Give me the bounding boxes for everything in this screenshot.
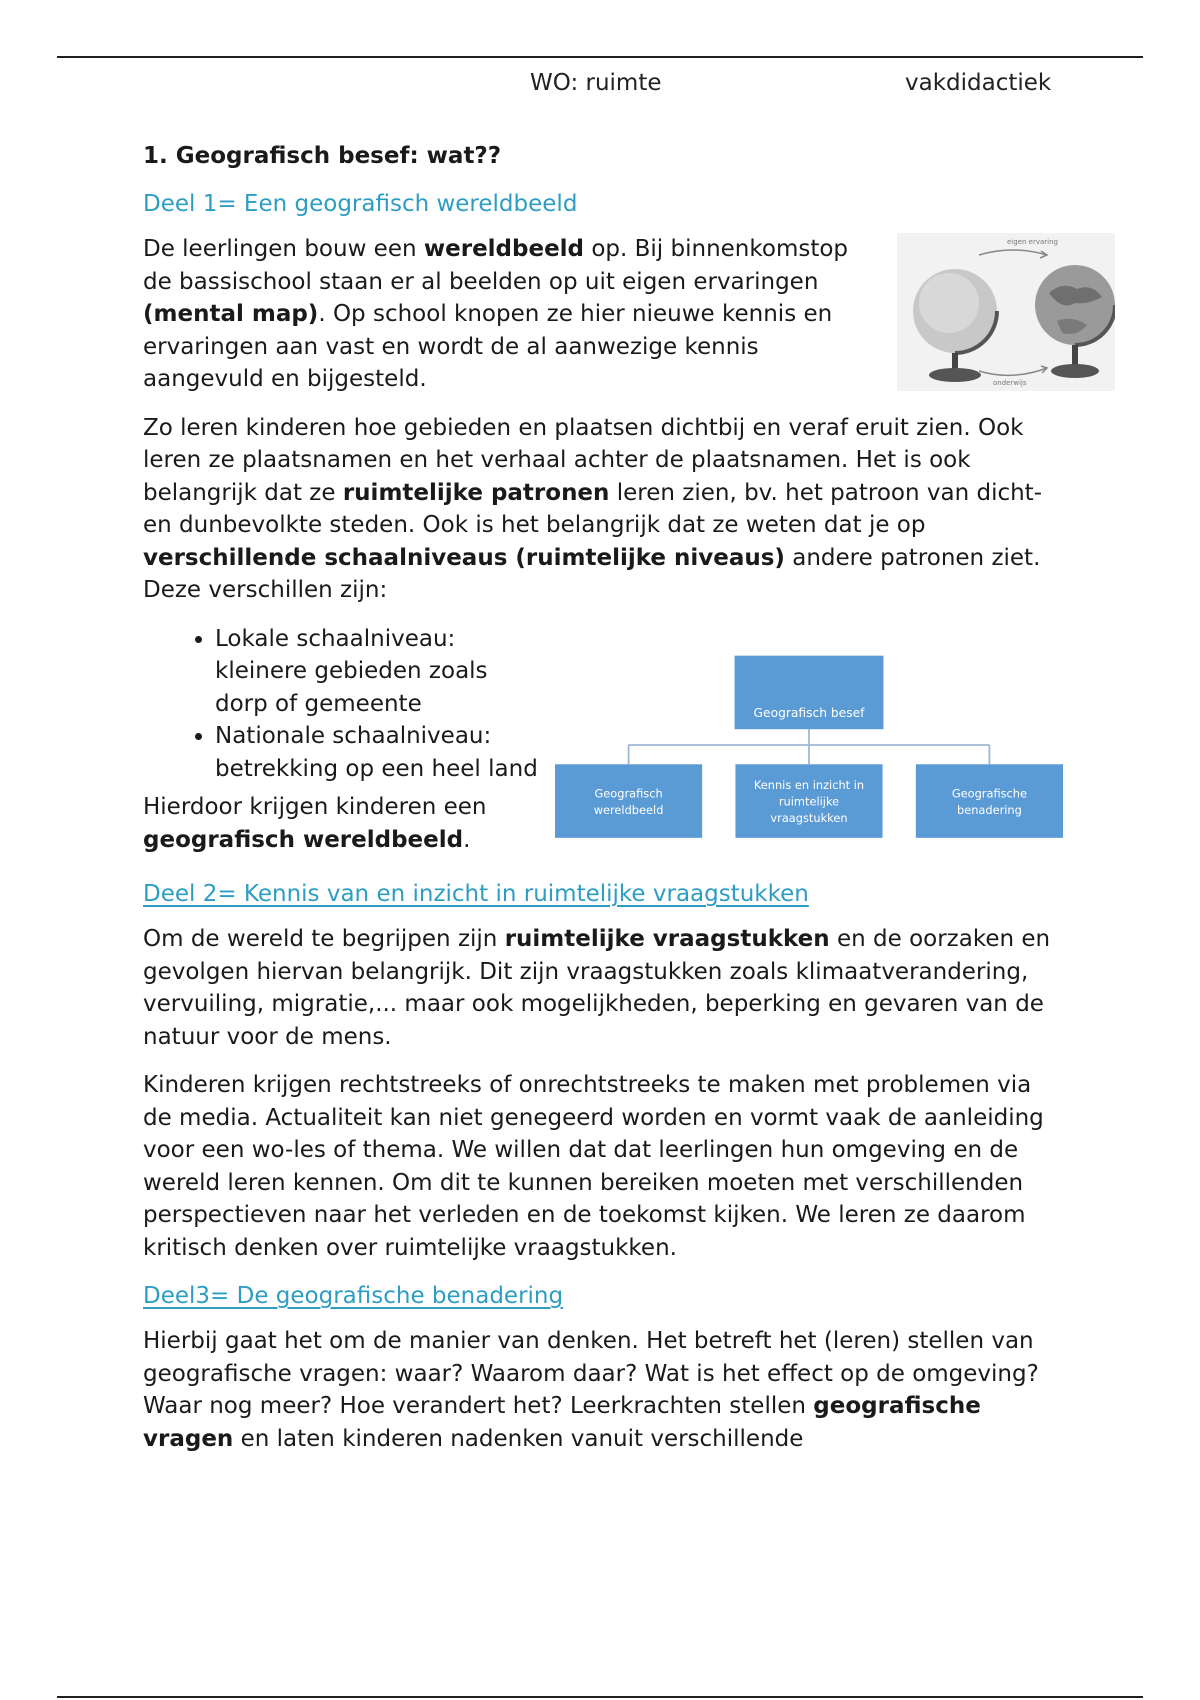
section-title: 1. Geografisch besef: wat?? <box>143 143 502 169</box>
part1-paragraph-2: Zo leren kinderen hoe gebieden en plaatsen dichtbij en veraf eruit zien. Ook leren ze plaatsnamen en het verhaal achter de plaatsnamen. Het is ook belangrijk dat ze ruimtelijke patronen leren zien, bv. het patroon van dicht- en dunbevolkte steden. Ook is het belangrijk dat ze weten dat je op verschillende schaalniveaus (ruimtelijke niveaus) andere patronen ziet. Deze verschillen zijn: <box>143 414 1042 603</box>
globes-illustration <box>897 233 1115 391</box>
part3-heading: Deel3= De geografische benadering <box>143 1283 564 1309</box>
diagram-box-1 <box>555 764 702 838</box>
part2-paragraph-2: Kinderen krijgen rechtstreeks of onrechtstreeks te maken met problemen via de media. Actualiteit kan niet genegeerd worden en vormt vaak de aanleiding voor een wo-les of thema. We willen dat dat leerlingen hun omgeving en de wereld leren kennen. Om dit te kunnen bereiken moeten met verschillenden perspectieven naar het verleden en de toekomst kijken. We leren ze daarom kritisch denken over ruimtelijke vraagstukken. <box>143 1072 1044 1261</box>
diagram-box-3-line2: benadering <box>956 802 1022 817</box>
diagram-box-3 <box>916 764 1063 838</box>
bottom-rule <box>57 1696 1143 1698</box>
header-subject: vakdidactiek <box>905 70 1052 96</box>
diagram-box-3-line1: Geografische <box>951 786 1028 801</box>
geografisch-besef-diagram <box>555 635 1063 855</box>
part2-paragraph-1: Om de wereld te begrijpen zijn ruimtelijke vraagstukken en de oorzaken en gevolgen hiervan belangrijk. Dit zijn vraagstukken zoals klimaatverandering, vervuiling, migratie,... maar ook mogelijkheden, beperking en gevaren van de natuur voor de mens. <box>143 926 1051 1050</box>
diagram-box-2-line2: ruimtelijke <box>778 793 840 808</box>
part1-heading: Deel 1= Een geografisch wereldbeeld <box>143 191 578 217</box>
header-course: WO: ruimte <box>530 70 662 96</box>
diagram-box-1-line2: wereldbeeld <box>593 802 664 817</box>
top-rule <box>57 56 1143 58</box>
diagram-box-2-line3: vraagstukken <box>770 810 848 825</box>
scale-levels-block <box>143 623 1063 873</box>
diagram-box-2-line1: Kennis en inzicht in <box>753 777 865 792</box>
part1-paragraph-3: Hierdoor krijgen kinderen een geografisch wereldbeeld. <box>143 794 487 853</box>
globe-caption-bottom: onderwijs <box>993 379 1027 387</box>
document-body <box>143 140 1063 1471</box>
part3-paragraph-1: Hierbij gaat het om de manier van denken. Het betreft het (leren) stellen van geografische vragen: waar? Waarom daar? Wat is het effect op de omgeving? Waar nog meer? Hoe verandert het? Leerkrachten stellen geografische vragen en laten kinderen nadenken vanuit verschillende <box>143 1328 1039 1452</box>
part1-paragraph-1: De leerlingen bouw een wereldbeeld op. Bij binnenkomstop de bassischool staan er al beelden op uit eigen ervaringen (mental map). Op school knopen ze hier nieuwe kennis en ervaringen aan vast en wordt de al aanwezige kennis aangevuld en bijgesteld. <box>143 236 849 392</box>
part2-heading: Deel 2= Kennis van en inzicht in ruimtelijke vraagstukken <box>143 881 809 907</box>
list-item: • Nationale schaalniveau: betrekking op een heel land <box>215 720 543 785</box>
diagram-root-label: Geografisch besef <box>753 705 865 720</box>
diagram-box-1-line1: Geografisch <box>594 786 663 801</box>
globe-caption-top: eigen ervaring <box>1007 238 1058 246</box>
list-item: • Lokale schaalniveau: kleinere gebieden zoals dorp of gemeente <box>215 623 543 721</box>
scale-levels-list <box>143 623 543 786</box>
